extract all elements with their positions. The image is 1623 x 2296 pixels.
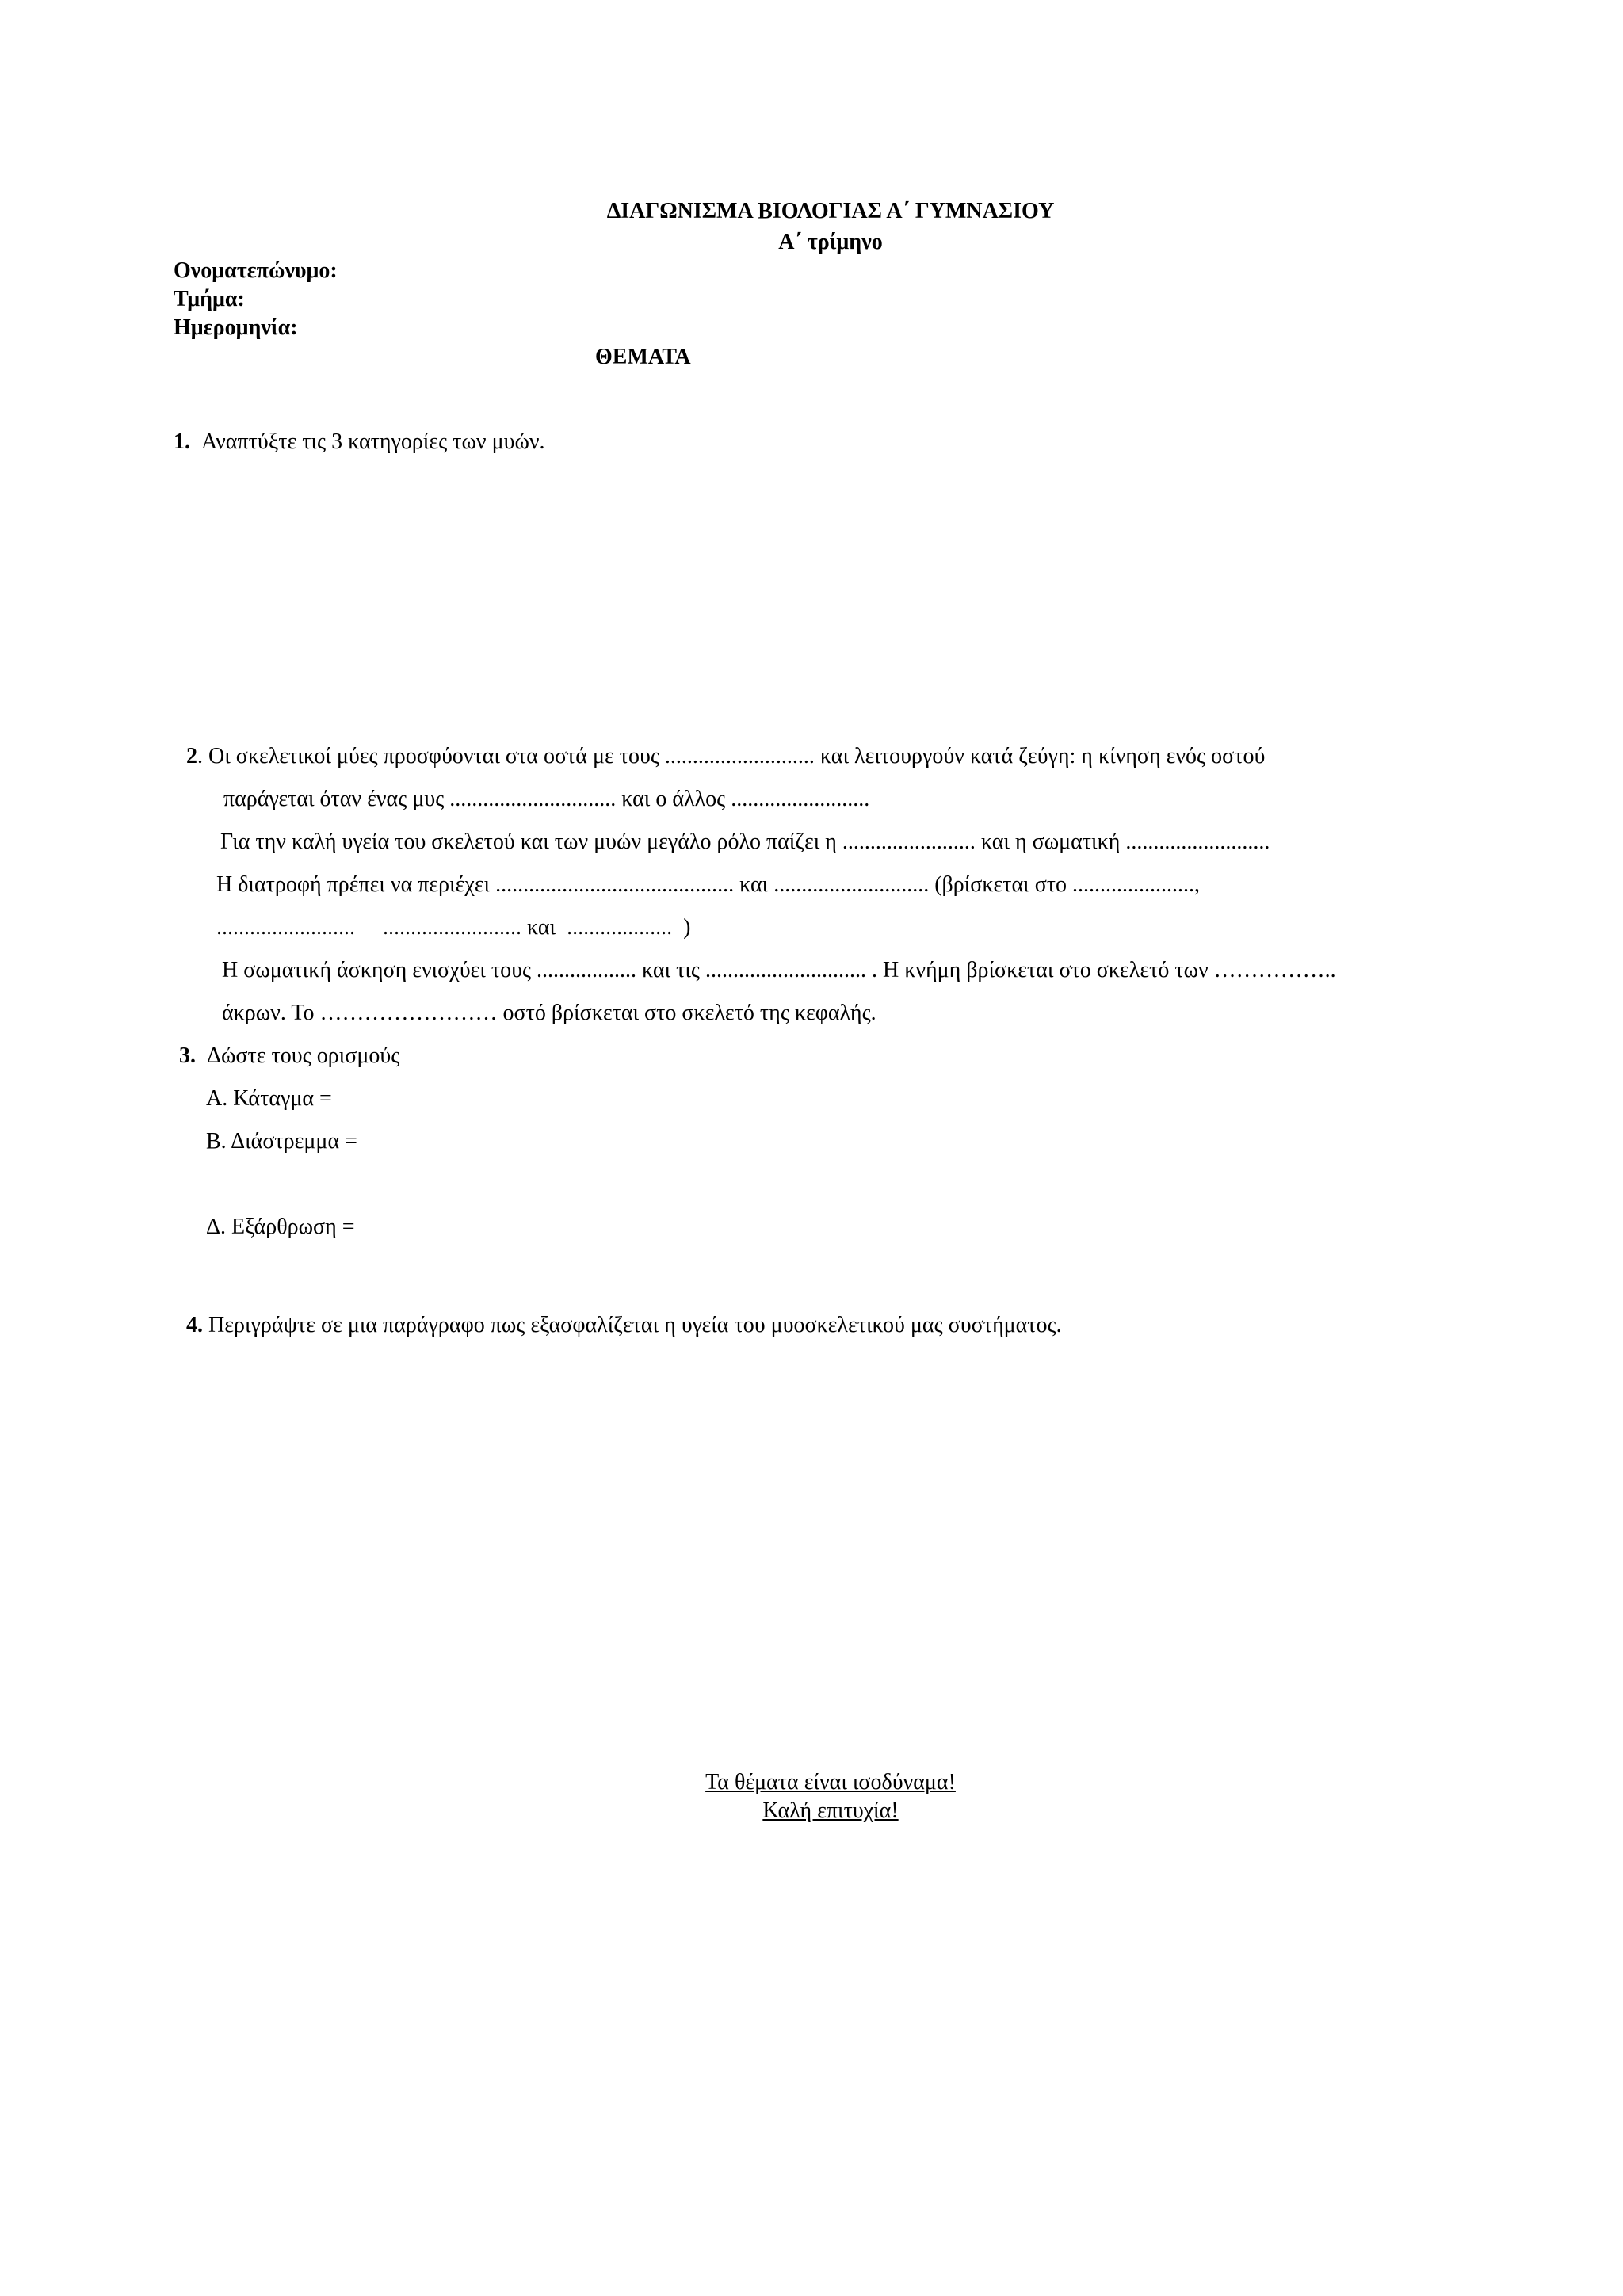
question-3-text: Δώστε τους ορισμούς (207, 1043, 400, 1068)
question-2-line-4: Η διατροφή πρέπει να περιέχει ........................................... και ............................ (βρίσκεται στο ......................, (216, 872, 1201, 897)
footer-good-luck: Καλή επιτυχία! (762, 1798, 899, 1823)
exam-subtitle: Α΄ τρίμηνο (778, 230, 883, 254)
question-2-line-2: παράγεται όταν ένας μυς .............................. και ο άλλος ......................... (223, 787, 870, 811)
question-3 (179, 1045, 399, 1067)
question-2-number: 2 (186, 744, 197, 769)
question-1-number: 1. (174, 429, 190, 454)
question-4-number: 4. (186, 1313, 203, 1337)
question-4 (186, 1314, 1062, 1337)
definition-a: Α. Κάταγμα = (206, 1086, 332, 1111)
date-label: Ημερομηνία: (174, 315, 298, 340)
question-1 (174, 431, 545, 453)
question-4-text: Περιγράψτε σε μια παράγραφο πως εξασφαλίζεται η υγεία του μυοσκελετικού μας συστήματος. (208, 1313, 1062, 1337)
question-2-line-5: ......................... ......................... και ................... ) (216, 915, 691, 940)
question-2-line-1 (186, 746, 1265, 768)
class-label: Τμήμα: (174, 287, 245, 311)
question-1-text: Αναπτύξτε τις 3 κατηγορίες των μυών. (201, 429, 545, 454)
question-2-line-6: Η σωματική άσκηση ενισχύει τους .................. και τις ............................. . Η κνήμη βρίσκεται στο σκελετό των …………….. (222, 958, 1336, 982)
question-2-text-1: . Οι σκελετικοί μύες προσφύονται στα οστά με τους ........................... και λειτουργούν κατά ζεύγη: η κίνηση ενός οστού (197, 744, 1266, 769)
definition-b: Β. Διάστρεμμα = (206, 1129, 357, 1154)
topics-heading: ΘΕΜΑΤΑ (595, 345, 691, 369)
exam-title: ΔΙΑΓΩΝΙΣΜΑ ΒΙΟΛΟΓΙΑΣ Α΄ ΓΥΜΝΑΣΙΟΥ (606, 199, 1055, 223)
footer-equivalent-note: Τα θέματα είναι ισοδύναμα! (705, 1770, 956, 1794)
definition-d: Δ. Εξάρθρωση = (206, 1215, 355, 1239)
name-label: Ονοματεπώνυμο: (174, 258, 338, 283)
question-2-line-7: άκρων. Το …………………… οστό βρίσκεται στο σκελετό της κεφαλής. (222, 1001, 876, 1025)
question-2-line-3: Για την καλή υγεία του σκελετού και των μυών μεγάλο ρόλο παίζει η ........................ και η σωματική .......................... (220, 830, 1270, 854)
question-3-number: 3. (179, 1043, 196, 1068)
